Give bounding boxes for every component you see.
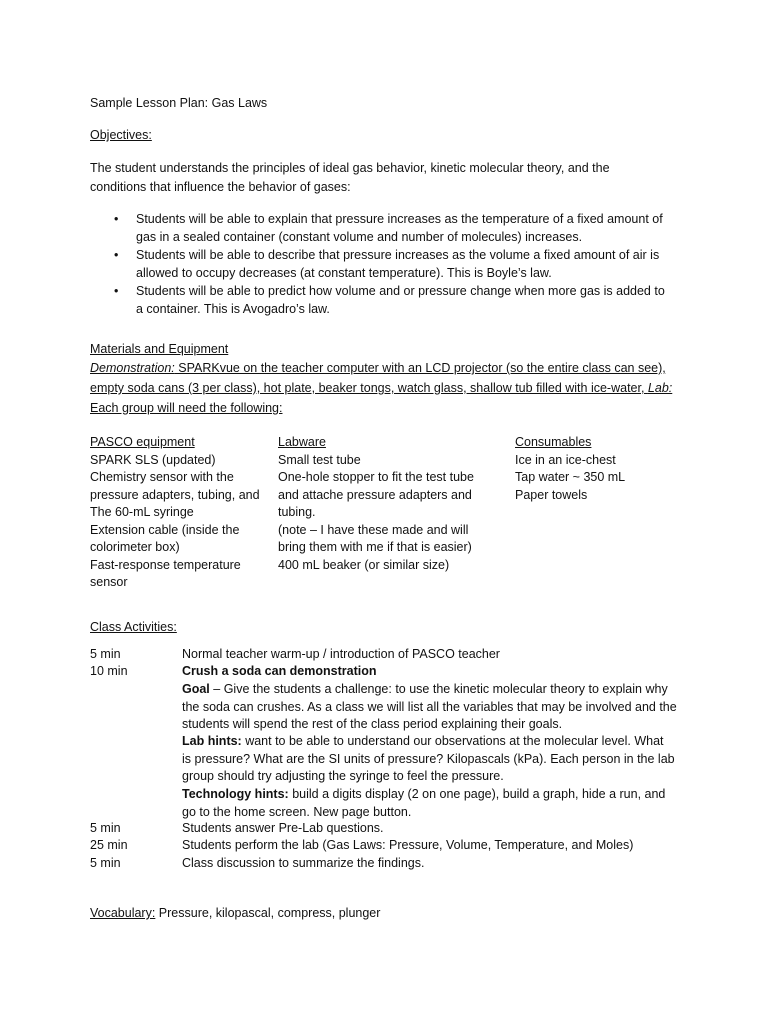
column-heading: Consumables [515, 435, 592, 449]
list-item [90, 211, 690, 246]
column-heading: Labware [278, 435, 326, 449]
list-item: Ice in an ice-chest [515, 452, 616, 467]
list-item-text: Students will be able to explain that pressure increases as the temperature of a fixed amount of gas in a sealed container (constant volume and number of molecules) increases. [136, 212, 663, 244]
list-item: 400 mL beaker (or similar size) [278, 557, 450, 572]
list-item: One-hole stopper to fit the test tube and attache pressure adapters and tubing. [278, 470, 474, 519]
page-title: Sample Lesson Plan: Gas Laws [90, 96, 268, 110]
activity-text: Normal teacher warm-up / introduction of PASCO teacher [182, 647, 500, 661]
activity-text [182, 681, 690, 734]
list-item-text: Students will be able to describe that pressure increases as the volume a fixed amount of air is allowed to occupy decreases (at constant temperature). This is Boyle’s law. [136, 248, 660, 280]
activity-text: Class discussion to summarize the findings. [182, 856, 425, 870]
lab-hints-label: Lab hints: [182, 734, 242, 748]
demo-text-1: SPARKvue on the teacher computer with an LCD projector (so the entire class can see), [174, 361, 666, 375]
objectives-intro-line1: The student understands the principles of ideal gas behavior, kinetic molecular theory, and the [90, 161, 610, 175]
materials-demo-line3: Each group will need the following: [90, 401, 283, 415]
labware-column [278, 434, 508, 574]
activity-time: 5 min [90, 647, 121, 661]
materials-heading: Materials and Equipment [90, 342, 229, 356]
list-item [90, 247, 690, 282]
list-item: (note – I have these made and will bring them with me if that is easier) [278, 522, 472, 554]
list-item: SPARK SLS (updated) [90, 452, 216, 467]
activity-time: 5 min [90, 856, 121, 870]
activity-text: Students perform the lab (Gas Laws: Pressure, Volume, Temperature, and Moles) [182, 838, 634, 852]
activity-text: Crush a soda can demonstration [182, 664, 377, 678]
activity-text: Students answer Pre-Lab questions. [182, 821, 384, 835]
objectives-list [90, 211, 690, 318]
list-item [90, 283, 690, 318]
activities-heading: Class Activities: [90, 620, 177, 634]
activity-time: 10 min [90, 664, 128, 678]
bullet-icon: • [114, 212, 119, 226]
list-item: Tap water ~ 350 mL [515, 470, 626, 484]
vocabulary-line [90, 905, 380, 923]
bullet-icon: • [114, 248, 119, 262]
bullet-icon: • [114, 284, 119, 298]
activity-time: 25 min [90, 838, 128, 852]
list-item-text: Students will be able to predict how volume and or pressure change when more gas is added to a container. This is Avogadro’s law. [136, 284, 665, 316]
technology-hints-label: Technology hints: [182, 787, 289, 801]
demo-text-2: empty soda cans (3 per class), hot plate, beaker tongs, watch glass, shallow tub filled with ice-water, [90, 381, 648, 395]
list-item: Small test tube [278, 452, 361, 467]
list-item: Fast-response temperature sensor [90, 557, 241, 589]
materials-demo-line2 [90, 380, 672, 398]
technology-hints-text: build a digits display (2 on one page), build a graph, hide a run, and go to the home screen. New page button. [182, 787, 666, 819]
goal-label: Goal [182, 682, 210, 696]
vocabulary-text: Pressure, kilopascal, compress, plunger [155, 906, 381, 920]
activity-text [182, 733, 690, 786]
goal-text: – Give the students a challenge: to use the kinetic molecular theory to explain why the soda can crushes. As a class we will list all the variables that may be involved and the students will spend the rest of the class period explaining their goals. [182, 682, 677, 731]
materials-demo-line1 [90, 360, 666, 378]
demo-label: Demonstration: [90, 361, 175, 375]
column-heading: PASCO equipment [90, 435, 195, 449]
lab-label: Lab: [647, 381, 673, 395]
vocabulary-label: Vocabulary: [90, 906, 156, 920]
lab-hints-text: want to be able to understand our observations at the molecular level. What is pressure? What are the SI units of pressure? Kilopascals (kPa). Each person in the lab group should try adjusting the syringe to feel the pressure. [182, 734, 675, 783]
list-item: Paper towels [515, 487, 588, 502]
activity-text [182, 786, 690, 821]
pasco-equipment-column [90, 434, 270, 592]
objectives-heading: Objectives: [90, 128, 152, 142]
list-item: Chemistry sensor with the pressure adapters, tubing, and The 60-mL syringe [90, 470, 260, 519]
objectives-intro-line2: conditions that influence the behavior of gases: [90, 180, 351, 194]
consumables-column [515, 434, 690, 504]
list-item: Extension cable (inside the colorimeter box) [90, 522, 240, 554]
activity-time: 5 min [90, 821, 121, 835]
